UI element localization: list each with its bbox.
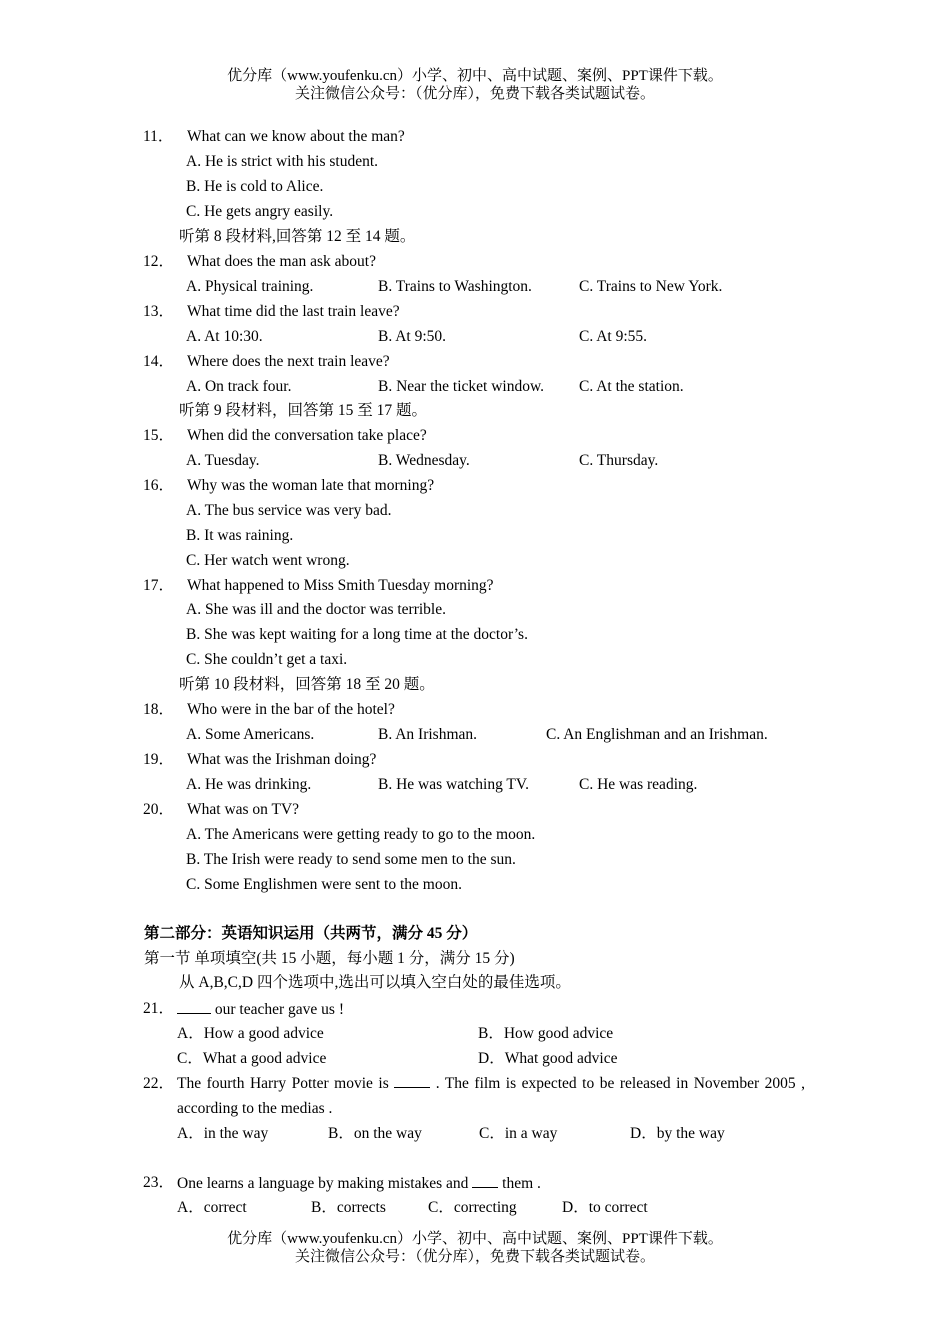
- option-b: B．corrects: [311, 1199, 386, 1216]
- question-text: What does the man ask about?: [187, 253, 376, 270]
- option-d: D．What good advice: [478, 1050, 618, 1067]
- question-text: When did the conversation take place?: [187, 427, 427, 444]
- option-c: C. An Englishman and an Irishman.: [546, 726, 768, 743]
- section-instruction: 从 A,B,C,D 四个选项中,选出可以填入空白处的最佳选项。: [179, 974, 571, 991]
- option-a: A. On track four.: [186, 378, 292, 395]
- option-a: A. At 10:30.: [186, 328, 263, 345]
- answer-blank: [394, 1073, 430, 1088]
- option-a: A. Some Americans.: [186, 726, 315, 743]
- option-c: C．correcting: [428, 1199, 517, 1216]
- instruction-part-8: 听第 8 段材料,回答第 12 至 14 题。: [179, 228, 416, 245]
- option-a: A. He is strict with his student.: [186, 153, 379, 170]
- option-c: C. He was reading.: [579, 776, 698, 793]
- footer-line-1: 优分库（www.youfenku.cn）小学、初中、高中试题、案例、PPT课件下载。: [227, 1231, 723, 1247]
- question-number: 17．: [143, 577, 175, 594]
- option-d: D．to correct: [562, 1199, 648, 1216]
- option-a: A. The Americans were getting ready to go to the moon.: [186, 826, 536, 843]
- question-number: 16．: [143, 477, 175, 494]
- option-b: B．on the way: [328, 1125, 422, 1142]
- question-text: Who were in the bar of the hotel?: [187, 701, 395, 718]
- question-text: Where does the next train leave?: [187, 353, 390, 370]
- question-number: 13．: [143, 303, 175, 320]
- option-a: A．correct: [177, 1199, 247, 1216]
- question-number: 22．: [143, 1075, 175, 1092]
- header-line-2: 关注微信公众号：（优分库），免费下载各类试题试卷。: [294, 86, 655, 102]
- option-b: B. The Irish were ready to send some men to the sun.: [186, 851, 516, 868]
- option-b: B．How good advice: [478, 1025, 614, 1042]
- option-b: B. He is cold to Alice.: [186, 178, 324, 195]
- option-b: B. Trains to Washington.: [378, 278, 532, 295]
- question-number: 14．: [143, 353, 175, 370]
- question-text: One learns a language by making mistakes and them .: [177, 1175, 541, 1192]
- option-c: C. He gets angry easily.: [186, 203, 334, 220]
- option-a: A．in the way: [177, 1125, 269, 1142]
- footer-line-2: 关注微信公众号：（优分库），免费下载各类试题试卷。: [294, 1249, 655, 1265]
- option-b: B. He was watching TV.: [378, 776, 529, 793]
- answer-blank: [177, 999, 211, 1014]
- question-text: The fourth Harry Potter movie is . The film is expected to be released in November 2005 , according to the medias .: [177, 1075, 805, 1117]
- header-line-1: 优分库（www.youfenku.cn）小学、初中、高中试题、案例、PPT课件下载。: [227, 68, 723, 84]
- option-c: C. Thursday.: [579, 452, 659, 469]
- question-text: What happened to Miss Smith Tuesday morning?: [187, 577, 494, 594]
- answer-blank: [472, 1173, 498, 1188]
- question-number: 23．: [143, 1174, 175, 1191]
- question-text: What was on TV?: [187, 801, 300, 818]
- option-c: C. At the station.: [579, 378, 684, 395]
- part-2-title: 第二部分：英语知识运用（共两节，满分 45 分）: [144, 925, 478, 942]
- option-c: C. Her watch went wrong.: [186, 552, 350, 569]
- question-text: Why was the woman late that morning?: [187, 477, 435, 494]
- option-a: A．How a good advice: [177, 1025, 324, 1042]
- question-number: 11．: [143, 128, 174, 145]
- option-b: B. At 9:50.: [378, 328, 447, 345]
- option-b: B. An Irishman.: [378, 726, 478, 743]
- section-1-title: 第一节 单项填空(共 15 小题，每小题 1 分，满分 15 分): [144, 950, 515, 967]
- option-a: A. Tuesday.: [186, 452, 260, 469]
- question-text: What was the Irishman doing?: [187, 751, 377, 768]
- option-c: C. Some Englishmen were sent to the moon.: [186, 876, 462, 893]
- option-a: A. He was drinking.: [186, 776, 312, 793]
- question-number: 19．: [143, 751, 175, 768]
- option-b: B. It was raining.: [186, 527, 294, 544]
- question-number: 12．: [143, 253, 175, 270]
- option-c: C. She couldn’t get a taxi.: [186, 651, 348, 668]
- option-b: B. Wednesday.: [378, 452, 470, 469]
- instruction-part-9: 听第 9 段材料，回答第 15 至 17 题。: [179, 402, 428, 419]
- option-c: C．What a good advice: [177, 1050, 327, 1067]
- question-number: 15．: [143, 427, 175, 444]
- question-text: our teacher gave us !: [177, 999, 344, 1020]
- option-b: B. She was kept waiting for a long time at the doctor’s.: [186, 626, 528, 643]
- question-text: What time did the last train leave?: [187, 303, 400, 320]
- question-text: What can we know about the man?: [187, 128, 405, 145]
- option-a: A. The bus service was very bad.: [186, 502, 392, 519]
- option-a: A. She was ill and the doctor was terrible.: [186, 601, 446, 618]
- question-number: 21．: [143, 1000, 175, 1017]
- option-c: C. Trains to New York.: [579, 278, 723, 295]
- option-d: D．by the way: [630, 1125, 725, 1142]
- question-number: 18．: [143, 701, 175, 718]
- option-a: A. Physical training.: [186, 278, 314, 295]
- instruction-part-10: 听第 10 段材料，回答第 18 至 20 题。: [179, 676, 435, 693]
- option-b: B. Near the ticket window.: [378, 378, 545, 395]
- option-c: C. At 9:55.: [579, 328, 648, 345]
- question-number: 20．: [143, 801, 175, 818]
- option-c: C．in a way: [479, 1125, 558, 1142]
